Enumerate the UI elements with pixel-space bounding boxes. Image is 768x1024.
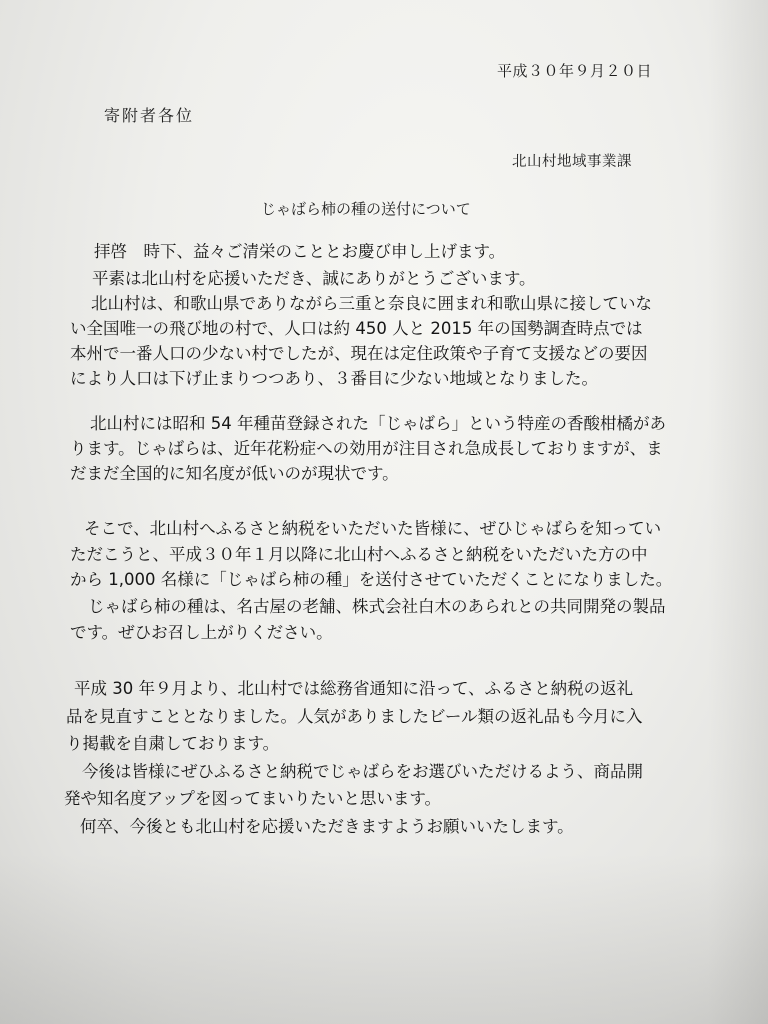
body-line: 品を見直すこととなりました。人気がありましたビール類の返礼品も今月に入 [66,707,643,726]
letter-date: 平成３０年９月２０日 [497,62,653,80]
paper-shadow [0,854,768,1024]
body-line: ります。じゃばらは、近年花粉症への効用が注目され急成長しておりますが、ま [70,439,663,458]
body-line: そこで、北山村へふるさと納税をいただいた皆様に、ぜひじゃばらを知ってい [84,519,662,538]
body-line: 発や知名度アップを図ってまいりたいと思います。 [64,789,442,808]
letter-recipient: 寄附者各位 [104,106,195,125]
body-line: じゃばら柿の種は、名古屋の老舗、株式会社白木のあられとの共同開発の製品 [88,597,666,616]
body-line: 本州で一番人口の少ない村でしたが、現在は定住政策や子育て支援などの要因 [70,344,648,363]
letter-title: じゃばら柿の種の送付について [261,200,471,218]
body-line: だまだ全国的に知名度が低いのが現状です。 [70,464,399,483]
body-line: い全国唯一の飛び地の村で、人口は約 450 人と 2015 年の国勢調査時点では [70,319,643,338]
body-line: から 1,000 名様に「じゃばら柿の種」を送付させていただくことになりました。 [70,570,673,589]
body-line: 北山村には昭和 54 年種苗登録された「じゃばら」という特産の香酸柑橘があ [90,414,666,433]
body-line: ただこうと、平成３０年１月以降に北山村へふるさと納税をいただいた方の中 [70,545,648,564]
body-line: 北山村は、和歌山県でありながら三重と奈良に囲まれ和歌山県に接していな [91,294,652,313]
letter-sender: 北山村地域事業課 [512,154,632,170]
body-line: 平素は北山村を応援いただき、誠にありがとうございます。 [92,269,536,288]
body-line: り掲載を自粛しております。 [66,734,280,753]
body-line: 拝啓 時下、益々ご清栄のこととお慶び申し上げます。 [94,242,506,261]
body-line: 今後は皆様にぜひふるさと納税でじゃばらをお選びいただけるよう、商品開 [82,762,643,781]
body-line: 平成 30 年９月より、北山村では総務省通知に沿って、ふるさと納税の返礼 [74,679,634,698]
body-line: です。ぜひお召し上がりください。 [70,623,333,642]
body-line: 何卒、今後とも北山村を応援いただきますようお願いいたします。 [80,817,574,836]
paper-edge-shadow [708,0,768,1024]
body-line: により人口は下げ止まりつつあり、３番目に少ない地域となりました。 [70,369,598,388]
